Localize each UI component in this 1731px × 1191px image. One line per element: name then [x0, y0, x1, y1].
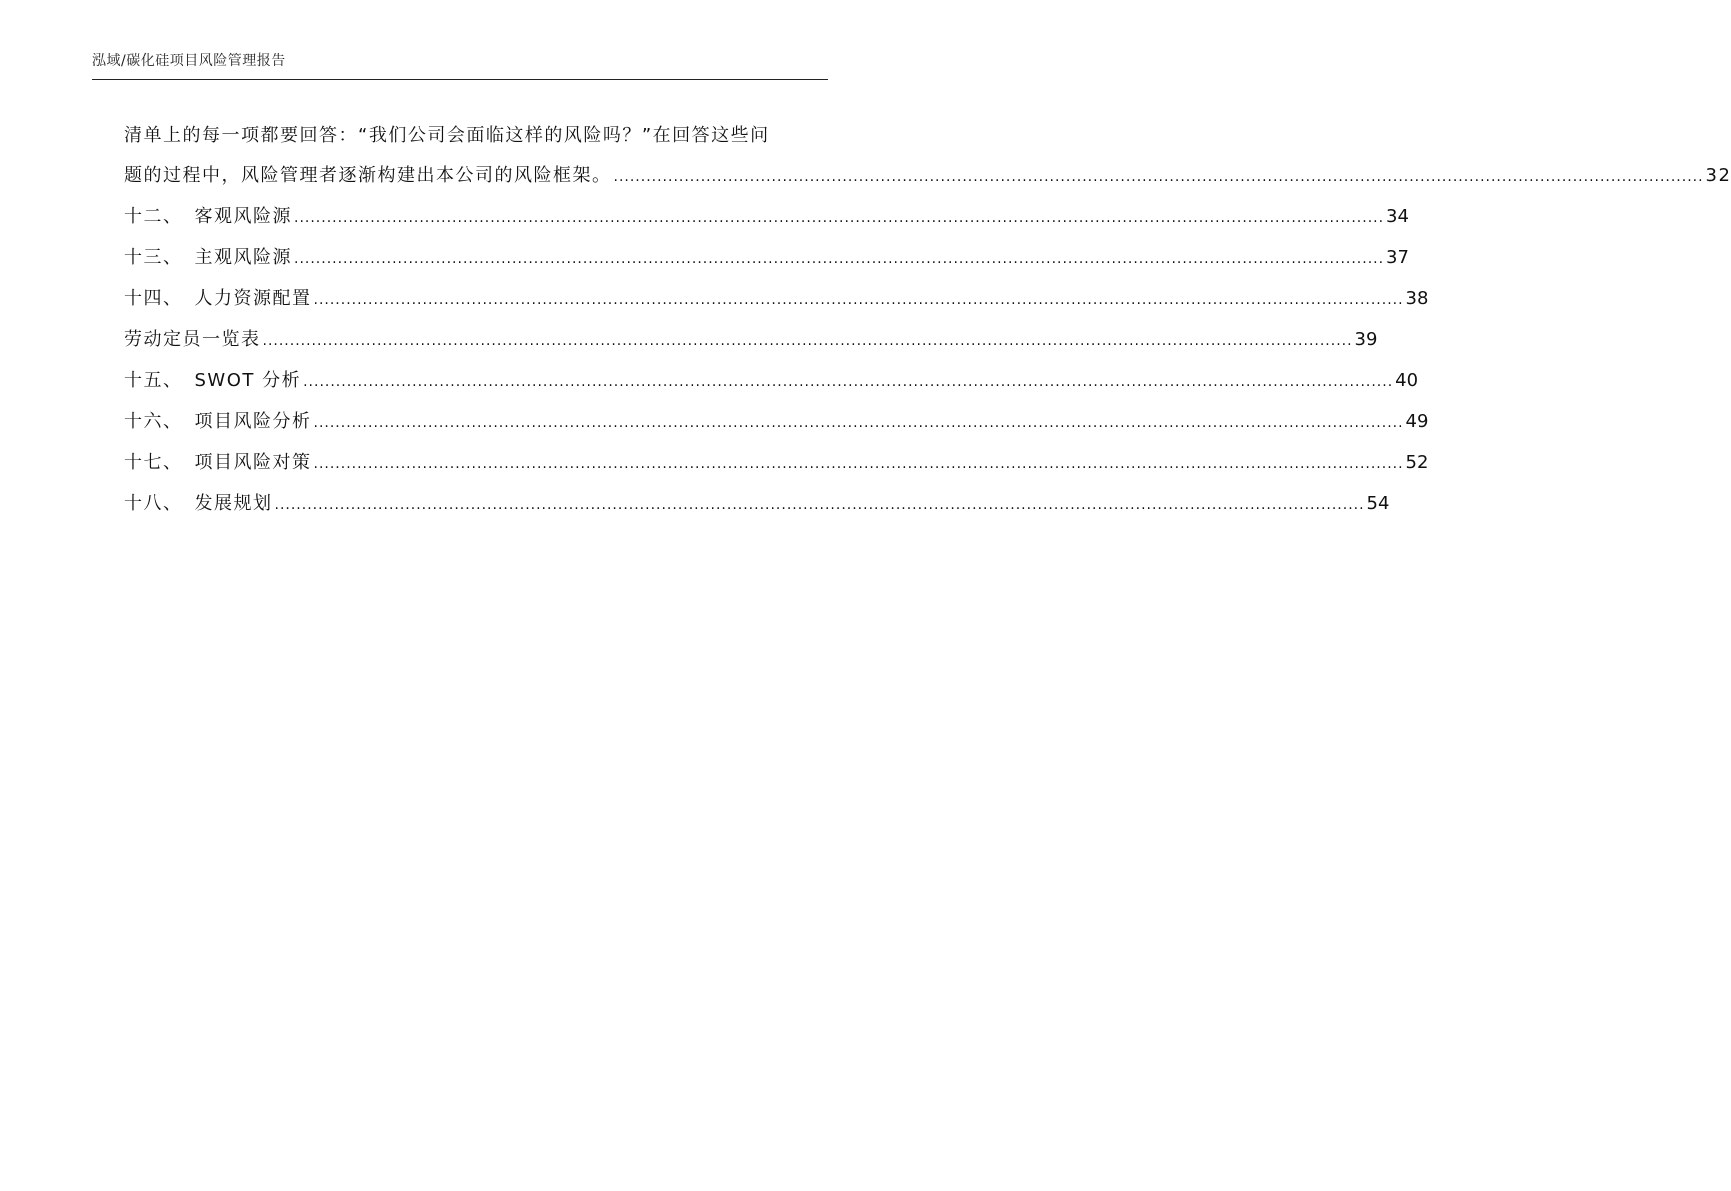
toc-entry[interactable] [124, 360, 1419, 401]
page-number: 34 [1386, 206, 1409, 227]
toc-entry-label [124, 442, 312, 483]
toc-entry-number: 十六、 [124, 411, 183, 432]
dot-leader: ........................................................................................................................................................................................................ [294, 210, 1385, 226]
toc-continuation-text: 题的过程中，风险管理者逐渐构建出本公司的风险框架。 [124, 165, 612, 186]
toc-continuation-line-2 [124, 156, 1731, 196]
page-number: 40 [1395, 370, 1419, 391]
dot-leader: ........................................................................................................................................................................................................ [313, 292, 1404, 308]
toc-entry-title: 主观风险源 [194, 247, 292, 268]
toc-entry-label [124, 278, 312, 319]
running-header: 泓域/碳化硅项目风险管理报告 [92, 53, 286, 69]
toc-entry-title: 项目风险分析 [194, 411, 312, 432]
dot-leader: ........................................................................................................................................................................................................ [294, 251, 1385, 267]
page-number: 52 [1405, 452, 1429, 473]
toc-entry[interactable] [124, 319, 1378, 360]
toc-continuation[interactable] [124, 116, 1731, 196]
toc-entry-label [124, 483, 273, 524]
toc-entry-title: 发展规划 [194, 493, 273, 514]
page-number: 39 [1354, 329, 1378, 350]
dot-leader: ........................................................................................................................................................................................................ [313, 456, 1404, 472]
toc-entry[interactable] [124, 401, 1429, 442]
dot-leader: ........................................................................................................................................................................................................ [313, 415, 1404, 431]
toc-continuation-line-1: 清单上的每一项都要回答：“我们公司会面临这样的风险吗？”在回答这些问 [124, 125, 770, 146]
toc-entry-number: 十二、 [124, 206, 183, 227]
toc-entry[interactable] [124, 237, 1409, 278]
page-number: 37 [1386, 247, 1409, 268]
toc-entry-number: 十七、 [124, 452, 183, 473]
toc-entry-title: 项目风险对策 [194, 452, 312, 473]
toc-entry[interactable] [124, 196, 1409, 237]
toc-entry[interactable] [124, 442, 1429, 483]
toc-entry-label [124, 237, 292, 278]
toc-entry-title: 劳动定员一览表 [124, 329, 261, 350]
toc-entry-number: 十三、 [124, 247, 183, 268]
dot-leader: ........................................................................................................................................................................................................ [613, 169, 1704, 185]
toc-entry-label [124, 319, 261, 360]
dot-leader: ........................................................................................................................................................................................................ [262, 333, 1353, 349]
dot-leader: ........................................................................................................................................................................................................ [274, 497, 1365, 513]
toc-entry-title: SWOT 分析 [194, 370, 302, 391]
header-rule [92, 79, 828, 80]
toc-entry-number: 十八、 [124, 493, 183, 514]
toc-entry-label [124, 401, 312, 442]
toc-entry[interactable] [124, 483, 1390, 524]
page-number: 49 [1405, 411, 1429, 432]
page-number: 54 [1366, 493, 1390, 514]
toc-entry-title: 人力资源配置 [194, 288, 312, 309]
toc-entry-title: 客观风险源 [194, 206, 292, 227]
toc-entry[interactable] [124, 278, 1429, 319]
toc-entry-label [124, 196, 292, 237]
toc-entry-label [124, 360, 301, 401]
table-of-contents [124, 116, 1731, 524]
toc-entry-number: 十五、 [124, 370, 183, 391]
dot-leader: ........................................................................................................................................................................................................ [303, 374, 1394, 390]
toc-entry-number: 十四、 [124, 288, 183, 309]
page-number: 32 [1705, 165, 1731, 186]
page-number: 38 [1405, 288, 1429, 309]
